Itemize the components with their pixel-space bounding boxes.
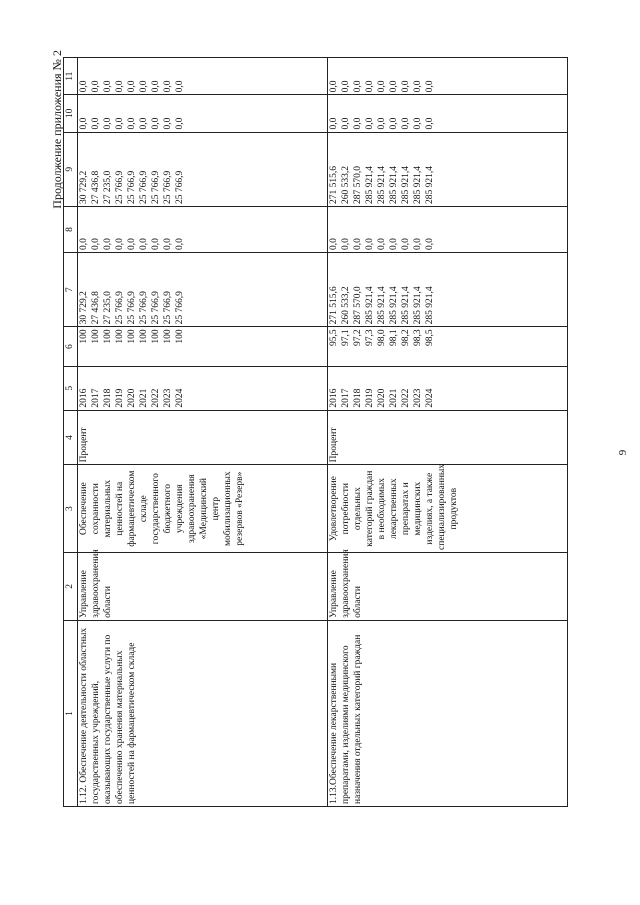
page-number: 9: [617, 449, 629, 456]
responsible-org: Управление здравоохранения области: [78, 552, 328, 620]
total-funding: 30 729,2 27 436,8 27 235,0 25 766,9 25 766,9 25 766,9 25 766,9 25 766,9 25 766,9: [78, 252, 328, 326]
header-row: [64, 58, 78, 807]
continuation-label: Продолжение приложения № 2: [50, 50, 64, 209]
col-header-9: 9: [64, 132, 78, 206]
col-header-11: 11: [64, 58, 78, 95]
indicator-values: 100 100 100 100 100 100 100 100 100: [78, 327, 328, 366]
local-funding: 0,0 0,0 0,0 0,0 0,0 0,0 0,0 0,0 0,0: [78, 95, 328, 132]
other-funding: 0,0 0,0 0,0 0,0 0,0 0,0 0,0 0,0 0,0: [78, 58, 328, 95]
unit: Процент: [328, 410, 568, 465]
table-row: [78, 58, 328, 807]
col-header-10: 10: [64, 95, 78, 132]
col-header-2: 2: [64, 552, 78, 620]
col-header-3: 3: [64, 465, 78, 553]
regional-funding: 271 515,6 260 533,2 287 570,0 285 921,4 285 921,4 285 921,4 285 921,4 285 921,4 285 921,4: [328, 132, 568, 206]
col-header-4: 4: [64, 410, 78, 465]
other-funding: 0,0 0,0 0,0 0,0 0,0 0,0 0,0 0,0 0,0: [328, 58, 568, 95]
measure-name: 1.12. Обеспечение деятельности областных государственных учреждений, оказывающих государственные услуги по обеспечению хранения материальных ценностей на фармацевтическом складе: [78, 620, 328, 806]
measure-name: 1.13.Обеспечение лекарственными препаратами, изделиями медицинского назначения отдельных категорий граждан: [328, 620, 568, 806]
unit: Процент: [78, 410, 328, 465]
responsible-org: Управление здравоохранения области: [328, 552, 568, 620]
years-cell: 2016 2017 2018 2019 2020 2021 2022 2023 2024: [78, 366, 328, 410]
col-header-1: 1: [64, 620, 78, 806]
years-cell: 2016 2017 2018 2019 2020 2021 2022 2023 2024: [328, 366, 568, 410]
federal-funding: 0,0 0,0 0,0 0,0 0,0 0,0 0,0 0,0 0,0: [78, 206, 328, 252]
col-header-5: 5: [64, 366, 78, 410]
col-header-6: 6: [64, 327, 78, 366]
indicator-name: Обеспечение сохранности материальных ценностей на фармацевтическом складе государственного бюджетного учреждения здравоохранения «Медицинский центр мобилизационных резервов «Резерв»: [78, 465, 328, 553]
program-table: [63, 57, 568, 807]
indicator-values: 95,5 97,1 97,2 97,3 98,0 98,1 98,2 98,3 98,5: [328, 327, 568, 366]
federal-funding: 0,0 0,0 0,0 0,0 0,0 0,0 0,0 0,0 0,0: [328, 206, 568, 252]
indicator-name: Удовлетворение потребности отдельных категорий граждан в необходимых лекарственных препаратах и медицинских изделиях, а также специализированных продуктов: [328, 465, 568, 553]
local-funding: 0,0 0,0 0,0 0,0 0,0 0,0 0,0 0,0 0,0: [328, 95, 568, 132]
col-header-8: 8: [64, 206, 78, 252]
table-row: [328, 58, 568, 807]
col-header-7: 7: [64, 252, 78, 326]
total-funding: 271 515,6 260 533,2 287 570,0 285 921,4 285 921,4 285 921,4 285 921,4 285 921,4 285 921,4: [328, 252, 568, 326]
regional-funding: 30 729,2 27 436,8 27 235,0 25 766,9 25 766,9 25 766,9 25 766,9 25 766,9 25 766,9: [78, 132, 328, 206]
